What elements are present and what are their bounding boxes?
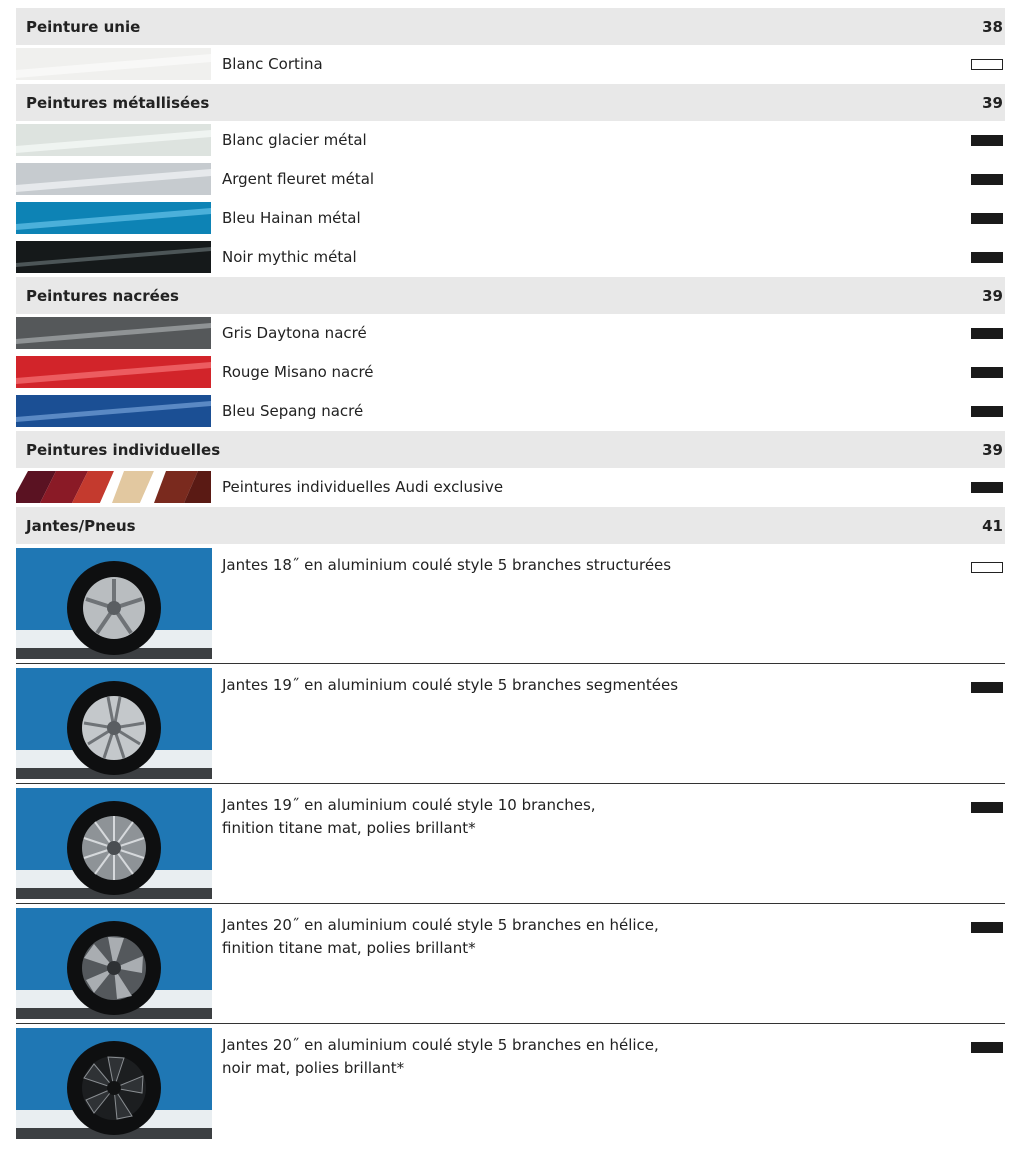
color-swatch-multicolor bbox=[16, 471, 211, 503]
section-title: Jantes/Pneus bbox=[26, 516, 136, 535]
section-title: Peintures métallisées bbox=[26, 93, 210, 112]
wheel-line1: Jantes 20˝ en aluminium coulé style 5 branches en hélice, bbox=[222, 916, 659, 934]
option-marker bbox=[971, 174, 1003, 185]
option-marker bbox=[971, 482, 1003, 493]
section-title: Peintures nacrées bbox=[26, 286, 179, 305]
wheel-line2: finition titane mat, polies brillant* bbox=[222, 819, 476, 837]
standard-equipment-marker bbox=[971, 59, 1003, 70]
equipment-list bbox=[16, 8, 1005, 1143]
color-row-blanc-cortina bbox=[16, 45, 1005, 84]
color-swatch bbox=[16, 48, 211, 80]
option-marker bbox=[971, 1042, 1003, 1053]
wheel-description bbox=[222, 554, 782, 577]
wheel-line2: noir mat, polies brillant* bbox=[222, 1059, 405, 1077]
wheel-row bbox=[16, 903, 1005, 1023]
color-row-individuelles bbox=[16, 468, 1005, 507]
color-name: Rouge Misano nacré bbox=[222, 363, 374, 381]
section-jantes-pneus bbox=[16, 507, 1005, 544]
wheel-description bbox=[222, 1034, 782, 1080]
wheel-line1: Jantes 19˝ en aluminium coulé style 5 branches segmentées bbox=[222, 676, 679, 694]
color-name: Blanc Cortina bbox=[222, 55, 323, 73]
color-swatch bbox=[16, 202, 211, 234]
section-peinture-unie bbox=[16, 8, 1005, 45]
wheel-image bbox=[16, 788, 212, 899]
section-peintures-metallisees bbox=[16, 84, 1005, 121]
color-row-rouge-misano bbox=[16, 353, 1005, 392]
page-number: 41 bbox=[982, 516, 1003, 535]
wheel-line1: Jantes 19˝ en aluminium coulé style 10 branches, bbox=[222, 796, 596, 814]
option-marker bbox=[971, 367, 1003, 378]
wheel-row bbox=[16, 544, 1005, 663]
section-title: Peinture unie bbox=[26, 17, 141, 36]
color-row-blanc-glacier bbox=[16, 121, 1005, 160]
wheel-row bbox=[16, 663, 1005, 783]
option-marker bbox=[971, 213, 1003, 224]
page-number: 39 bbox=[982, 93, 1003, 112]
color-swatch bbox=[16, 241, 211, 273]
section-title: Peintures individuelles bbox=[26, 440, 221, 459]
option-marker bbox=[971, 922, 1003, 933]
wheel-row bbox=[16, 783, 1005, 903]
standard-equipment-marker bbox=[971, 562, 1003, 573]
page-number: 39 bbox=[982, 440, 1003, 459]
color-swatch bbox=[16, 124, 211, 156]
page-number: 38 bbox=[982, 17, 1003, 36]
wheel-line2: finition titane mat, polies brillant* bbox=[222, 939, 476, 957]
option-marker bbox=[971, 682, 1003, 693]
color-name: Noir mythic métal bbox=[222, 248, 357, 266]
color-name: Blanc glacier métal bbox=[222, 131, 367, 149]
color-name: Gris Daytona nacré bbox=[222, 324, 367, 342]
wheel-description bbox=[222, 914, 782, 960]
option-marker bbox=[971, 252, 1003, 263]
option-marker bbox=[971, 802, 1003, 813]
color-row-noir-mythic bbox=[16, 238, 1005, 277]
wheel-description bbox=[222, 674, 782, 697]
color-swatch bbox=[16, 395, 211, 427]
section-peintures-individuelles bbox=[16, 431, 1005, 468]
color-swatch bbox=[16, 163, 211, 195]
wheel-image bbox=[16, 668, 212, 779]
color-row-bleu-sepang bbox=[16, 392, 1005, 431]
wheel-row bbox=[16, 1023, 1005, 1143]
wheel-image bbox=[16, 908, 212, 1019]
wheel-line1: Jantes 20˝ en aluminium coulé style 5 branches en hélice, bbox=[222, 1036, 659, 1054]
color-name: Argent fleuret métal bbox=[222, 170, 375, 188]
section-peintures-nacrees bbox=[16, 277, 1005, 314]
wheel-image bbox=[16, 548, 212, 659]
color-name: Bleu Hainan métal bbox=[222, 209, 361, 227]
color-row-gris-daytona bbox=[16, 314, 1005, 353]
wheel-image bbox=[16, 1028, 212, 1139]
color-name: Bleu Sepang nacré bbox=[222, 402, 364, 420]
wheel-description bbox=[222, 794, 782, 840]
color-swatch bbox=[16, 356, 211, 388]
option-marker bbox=[971, 135, 1003, 146]
wheel-line1: Jantes 18˝ en aluminium coulé style 5 branches structurées bbox=[222, 556, 672, 574]
color-swatch bbox=[16, 317, 211, 349]
color-row-argent-fleuret bbox=[16, 160, 1005, 199]
color-row-bleu-hainan bbox=[16, 199, 1005, 238]
page-number: 39 bbox=[982, 286, 1003, 305]
color-name: Peintures individuelles Audi exclusive bbox=[222, 478, 504, 496]
option-marker bbox=[971, 406, 1003, 417]
option-marker bbox=[971, 328, 1003, 339]
